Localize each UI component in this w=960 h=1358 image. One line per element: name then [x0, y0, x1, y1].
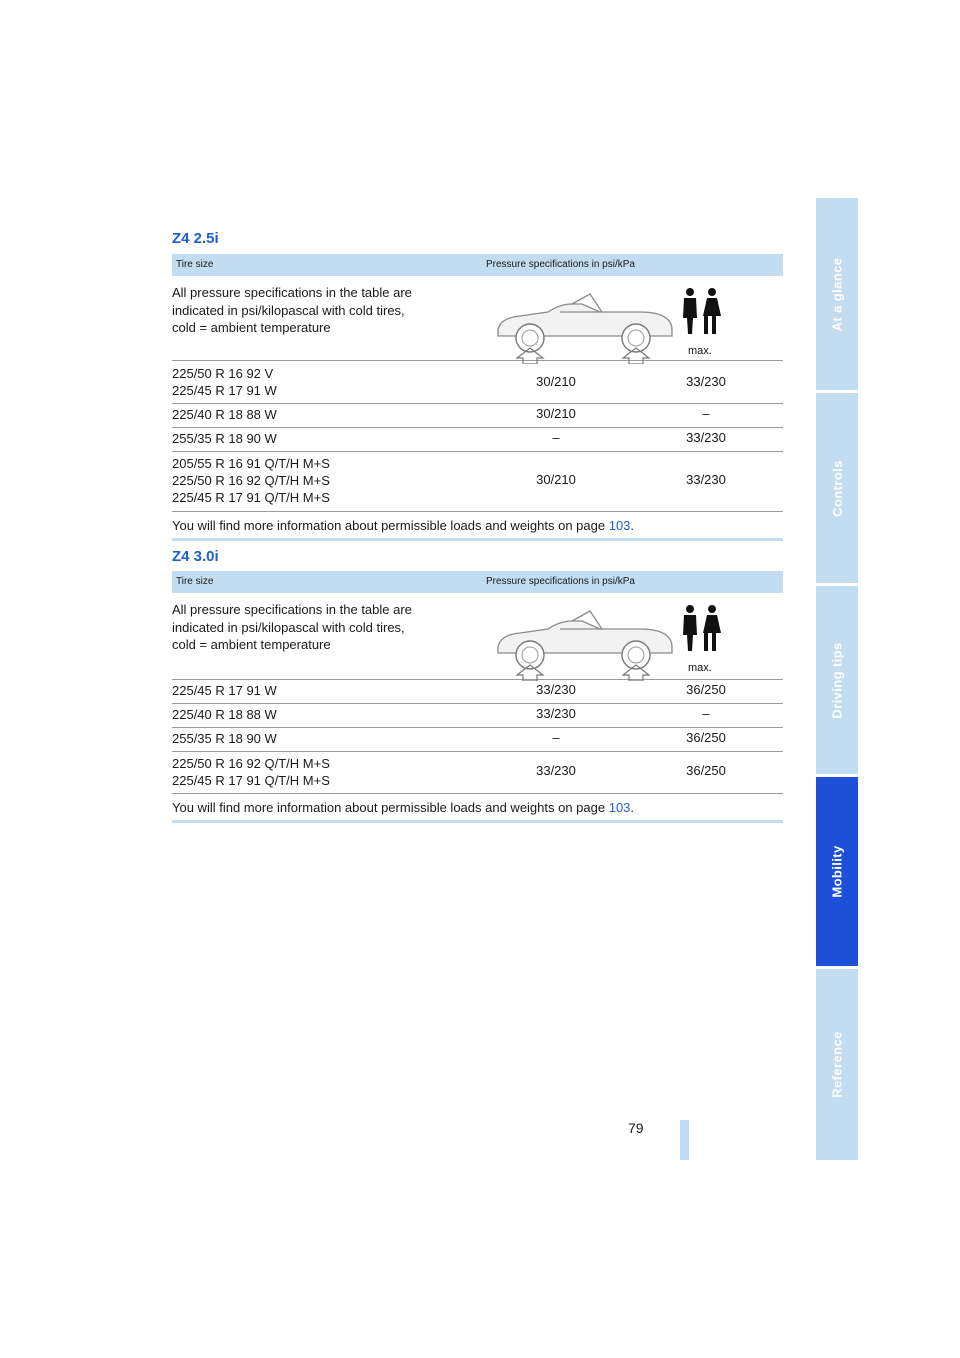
page-number: 79: [628, 1120, 644, 1136]
tab-label: Driving tips: [829, 641, 845, 719]
header-pressure: Pressure specifications in psi/kPa: [486, 576, 635, 587]
tab-mobility[interactable]: [816, 777, 858, 966]
tire-size-cell: 225/40 R 18 88 W: [172, 407, 277, 422]
table-row: [172, 361, 783, 404]
table-row: [172, 728, 783, 752]
pressure-normal: 33/230: [536, 763, 576, 778]
pressure-table-z4-30i: [172, 571, 783, 823]
table-row: [172, 704, 783, 728]
table-row: [172, 680, 783, 704]
tab-label: At a glance: [829, 257, 845, 331]
page-number-bar: [680, 1120, 689, 1160]
pressure-max: 33/230: [686, 430, 726, 445]
pressure-normal: 33/230: [536, 706, 576, 721]
occupants-icon: [683, 605, 721, 651]
pressure-normal: 33/230: [536, 682, 576, 697]
tire-size-cell: 225/50 R 16 92 V 225/45 R 17 91 W: [172, 366, 277, 398]
table-end-rule: [172, 538, 783, 541]
tire-size-cell: 205/55 R 16 91 Q/T/H M+S 225/50 R 16 92 Q/T/H M+S 225/45 R 17 91 Q/T/H M+S: [172, 456, 330, 505]
tire-size-cell: 255/35 R 18 90 W: [172, 731, 277, 746]
table-row-intro: [172, 276, 783, 361]
table-end-rule: [172, 820, 783, 823]
intro-text: All pressure specifications in the table are indicated in psi/kilopascal with cold tires, cold = ambient temperature: [172, 285, 412, 335]
page-link[interactable]: 103: [608, 518, 631, 533]
tab-driving-tips[interactable]: [816, 586, 858, 774]
tab-label: Reference: [829, 1031, 845, 1098]
pressure-normal: –: [552, 430, 560, 445]
tab-at-a-glance[interactable]: [816, 198, 858, 390]
intro-text: All pressure specifications in the table are indicated in psi/kilopascal with cold tires, cold = ambient temperature: [172, 602, 412, 652]
occupants-icon: [683, 288, 721, 334]
tire-size-cell: 225/45 R 17 91 W: [172, 683, 277, 698]
tire-size-cell: 225/40 R 18 88 W: [172, 707, 277, 722]
page-link[interactable]: 103: [608, 800, 631, 815]
tire-size-cell: 225/50 R 16 92 Q/T/H M+S 225/45 R 17 91 Q/T/H M+S: [172, 756, 330, 788]
tire-size-cell: 255/35 R 18 90 W: [172, 431, 277, 446]
max-label: max.: [688, 662, 712, 674]
table-header: [172, 571, 783, 593]
pressure-max: –: [702, 406, 710, 421]
pressure-normal: –: [552, 730, 560, 745]
header-tire-size: Tire size: [176, 259, 214, 270]
pressure-table-z4-25i: [172, 254, 783, 541]
table-row: [172, 752, 783, 794]
table-row: [172, 452, 783, 512]
tab-controls[interactable]: [816, 393, 858, 583]
header-tire-size: Tire size: [176, 576, 214, 587]
header-pressure: Pressure specifications in psi/kPa: [486, 259, 635, 270]
max-label: max.: [688, 345, 712, 357]
table-row: [172, 428, 783, 452]
pressure-max: 33/230: [686, 472, 726, 487]
pressure-normal: 30/210: [536, 472, 576, 487]
pressure-normal: 30/210: [536, 374, 576, 389]
table-note: You will find more information about permissible loads and weights on page 103.: [172, 800, 635, 815]
pressure-max: 36/250: [686, 763, 726, 778]
tab-reference[interactable]: [816, 969, 858, 1160]
pressure-max: 36/250: [686, 730, 726, 745]
tab-label: Controls: [829, 459, 845, 517]
pressure-normal: 30/210: [536, 406, 576, 421]
car-load-figure: [490, 282, 740, 364]
pressure-max: 36/250: [686, 682, 726, 697]
pressure-max: 33/230: [686, 374, 726, 389]
pressure-max: –: [702, 706, 710, 721]
section-title-z4-30i: Z4 3.0i: [172, 548, 219, 565]
table-header: [172, 254, 783, 276]
table-row: [172, 404, 783, 428]
table-note: You will find more information about permissible loads and weights on page 103.: [172, 518, 635, 533]
car-load-figure: [490, 599, 740, 681]
tab-label: Mobility: [829, 845, 845, 898]
table-row-intro: [172, 593, 783, 680]
section-title-z4-25i: Z4 2.5i: [172, 230, 219, 247]
